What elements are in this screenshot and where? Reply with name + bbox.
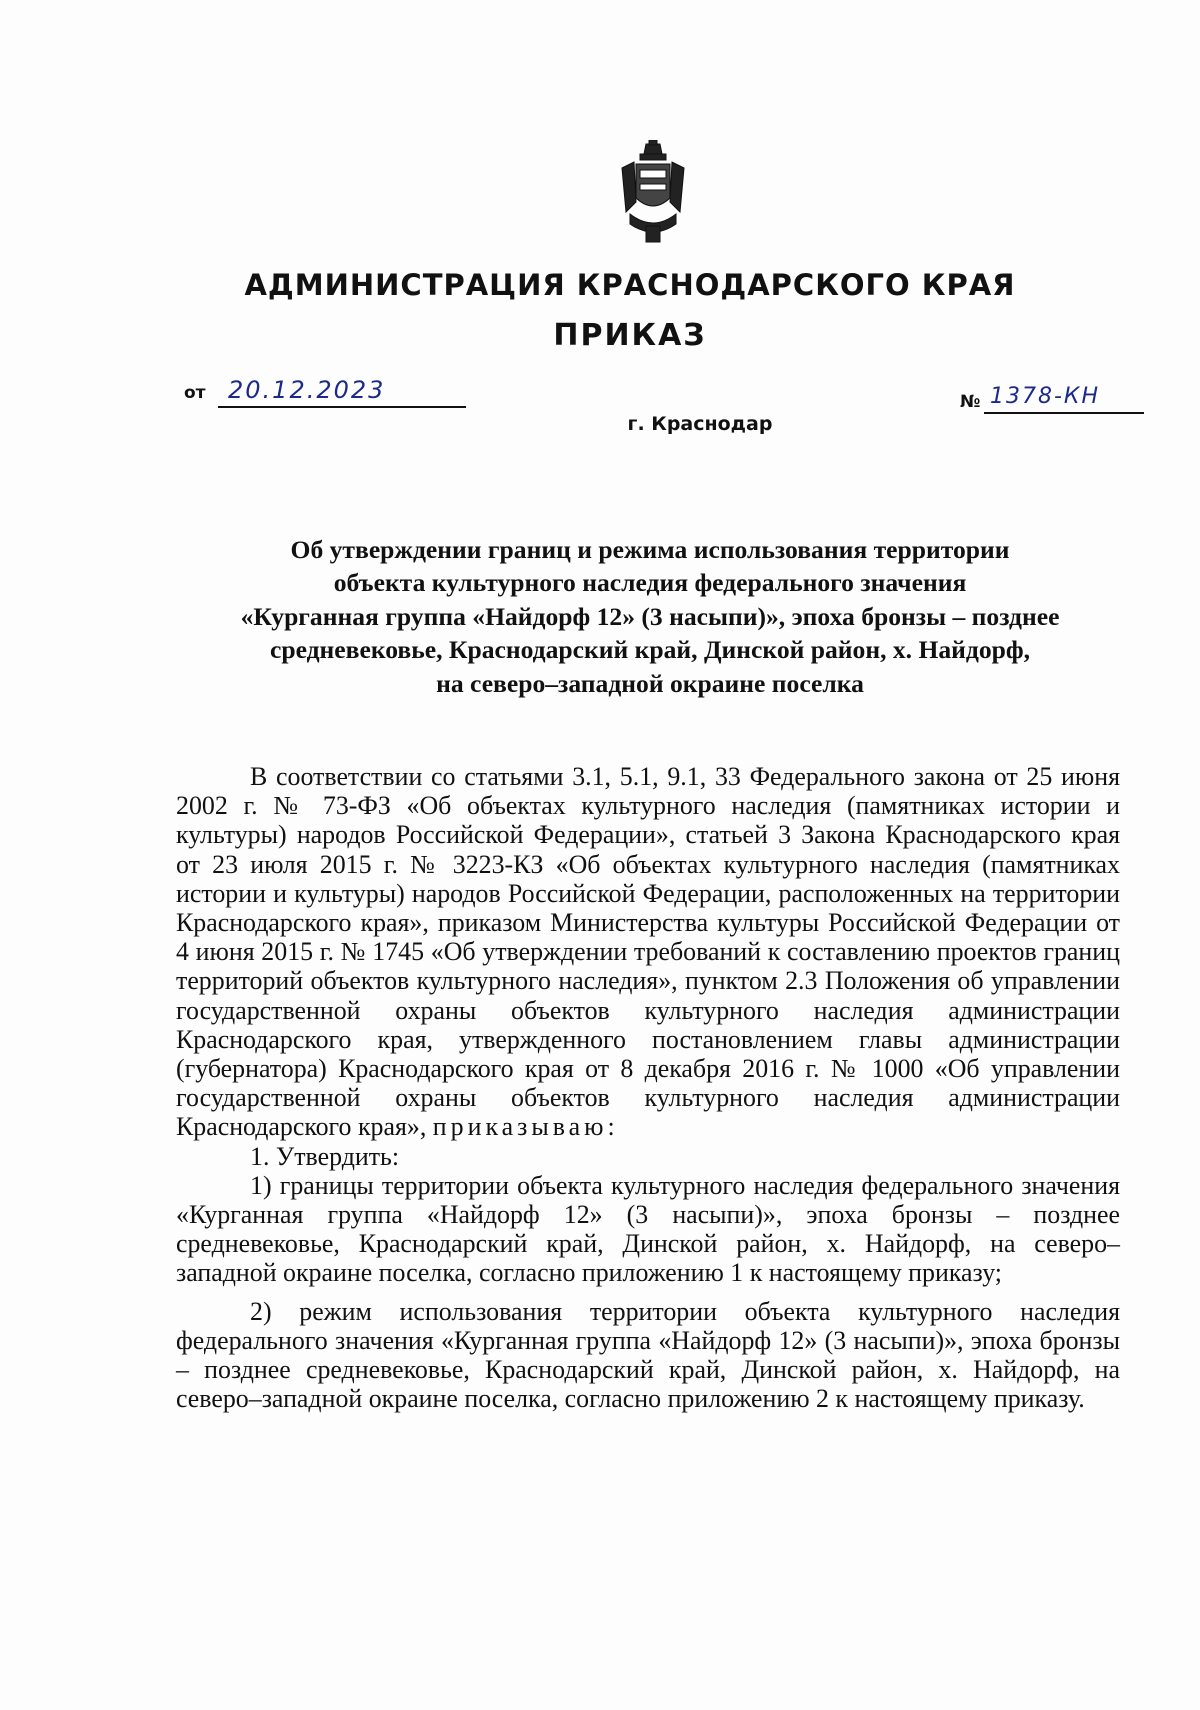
item-1-2: 2) режим использования территории объекта культурного наследия федерального значения «Курганная группа «Найдорф 12» (3 насыпи)», эпоха бронзы – позднее средневековье, Краснодарский край, Динской район, х. Найдорф, на северо–западной окраине поселка, согласно приложению 2 к настоящему приказу. xyxy=(176,1296,1120,1414)
document-title xyxy=(180,533,1120,700)
title-line: «Курганная группа «Найдорф 12» (3 насыпи)», эпоха бронзы – позднее xyxy=(240,601,1060,631)
number-handwritten: 1378-КН xyxy=(990,384,1101,409)
title-line: Об утверждении границ и режима использования территории xyxy=(290,535,1010,564)
city-name: г. Краснодар xyxy=(627,413,773,435)
organization-name: АДМИНИСТРАЦИЯ КРАСНОДАРСКОГО КРАЯ xyxy=(244,268,1016,302)
item-1-1: 1) границы территории объекта культурного наследия федерального значения «Курганная группа «Найдорф 12» (3 насыпи)», эпоха бронзы – позднее средневековье, Краснодарский край, Динской район, х. Найдорф, на северо–западной окраине поселка, согласно приложению 1 к настоящему приказу; xyxy=(176,1170,1120,1288)
document-body xyxy=(176,762,1120,1413)
title-line: объекта культурного наследия федерального значения xyxy=(333,568,967,598)
document-type: ПРИКАЗ xyxy=(553,318,707,353)
preamble-text: В соответствии со статьями 3.1, 5.1, 9.1, 33 Федерального закона от 25 июня 2002 г. № 73-ФЗ «Об объектах культурного наследия (памятниках истории и культуры) народов Российской Федерации», статьей 3 Закона Краснодарского края от 23 июля 2015 г. № 3223-КЗ «Об объектах культурного наследия (памятниках истории и культуры) народов Российской Федерации, расположенных на территории Краснодарского края», приказом Министерства культуры Российской Федерации от 4 июня 2015 г. № 1745 «Об утверждении требований к составлению проектов границ территорий объектов культурного наследия», пунктом 2.3 Положения об управлении государственной охраны объектов культурного наследия администрации Краснодарского края, утвержденного постановлением главы администрации (губернатора) Краснодарского края от 8 декабря 2016 г. № 1000 «Об управлении государственной охраны объектов культурного наследия администрации Краснодарского края», xyxy=(176,762,1120,1142)
date-handwritten: 20.12.2023 xyxy=(228,376,386,404)
preamble-paragraph xyxy=(176,762,1120,1142)
order-word: приказываю: xyxy=(432,1112,619,1142)
krasnodar-coat-of-arms-icon xyxy=(616,140,690,244)
item-1: 1. Утвердить: xyxy=(250,1141,400,1171)
title-line: средневековье, Краснодарский край, Динской район, х. Найдорф, xyxy=(269,635,1031,665)
title-line: на северо–западной окраине поселка xyxy=(436,668,864,698)
date-label: от xyxy=(184,383,206,403)
number-label: № xyxy=(960,392,981,412)
date-underline xyxy=(218,406,466,408)
